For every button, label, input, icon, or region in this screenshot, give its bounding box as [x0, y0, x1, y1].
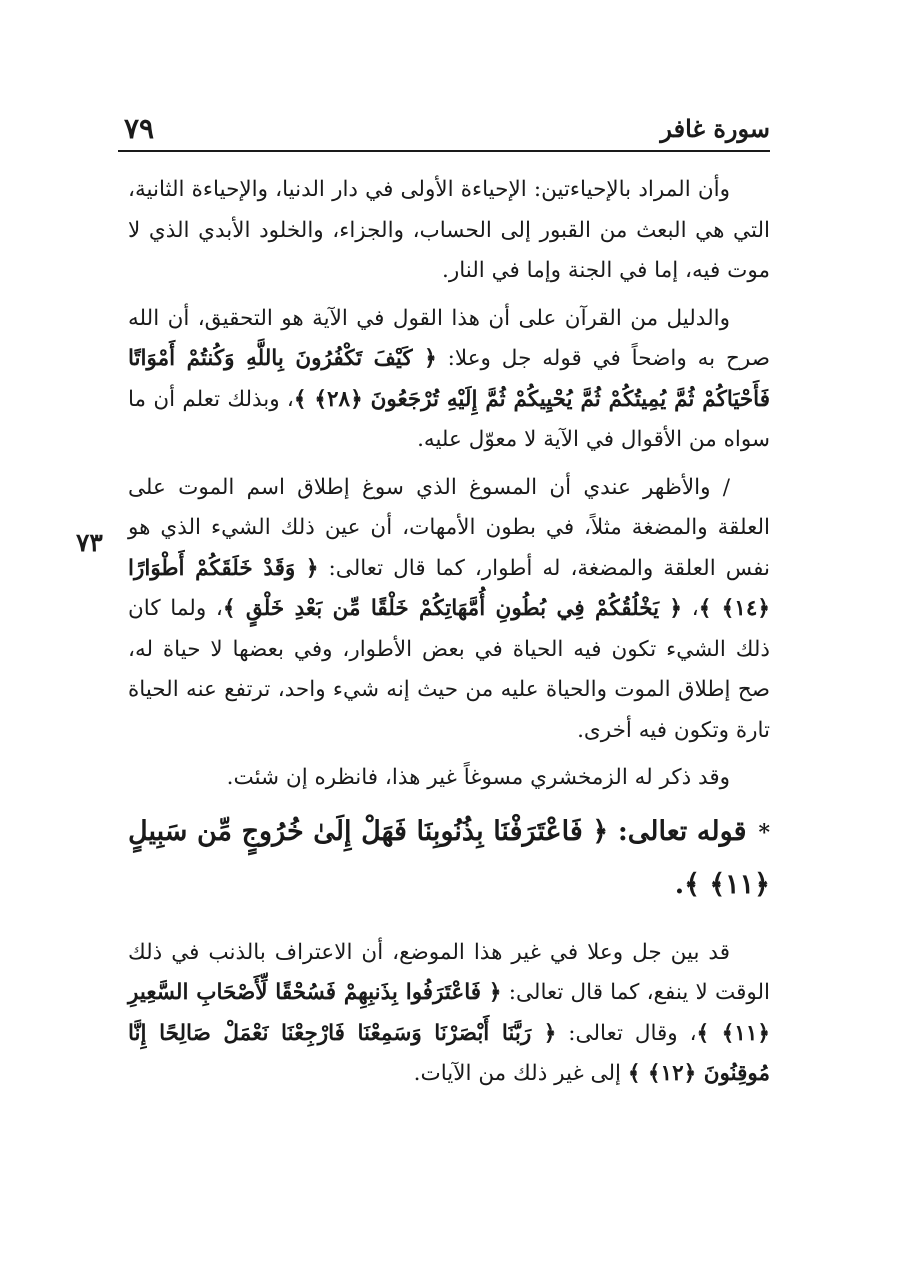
paragraph-evidence: [128, 299, 770, 461]
paragraph-atwar: [128, 468, 770, 752]
page-header: [118, 112, 770, 152]
verse-heading-label: قوله تعالى:: [608, 815, 747, 847]
paragraph-itiraf: [128, 933, 770, 1095]
paragraph-ihyaa: [128, 170, 770, 292]
paragraph-zamakhshari: [128, 758, 770, 799]
quran-quote: ﴿ يَخْلُقُكُمْ فِي بُطُونِ أُمَّهَاتِكُمْ خَلْقًا مِّن بَعْدِ خَلْقٍ ﴾: [222, 596, 683, 621]
paragraph-text: ، وقال تعالى:: [556, 1020, 697, 1046]
margin-page-marker: ٧٣: [76, 528, 103, 557]
verse-heading: [128, 806, 770, 911]
quran-quote: ﴿ فَاعْتَرَفُوا بِذَنبِهِمْ فَسُحْقًا لِّأَصْحَابِ السَّعِيرِ ﴿١١﴾ ﴾: [128, 980, 770, 1046]
paragraph-text: والدليل من القرآن على أن هذا القول في الآية هو التحقيق، أن الله صرح به واضحاً في قوله جل وعلا:: [128, 305, 770, 371]
quran-quote: ﴿ فَاعْتَرَفْنَا بِذُنُوبِنَا فَهَلْ إِلَىٰ خُرُوجٍ مِّن سَبِيلٍ ﴿١١﴾ ﴾: [128, 815, 770, 900]
surah-title: سورة غافر: [660, 114, 770, 143]
paragraph-text: وقد ذكر له الزمخشري مسوغاً غير هذا، فانظره إن شئت.: [226, 765, 730, 790]
page-body: [128, 170, 770, 1095]
quran-quote: ﴿ رَبَّنَا أَبْصَرْنَا وَسَمِعْنَا فَارْجِعْنَا نَعْمَلْ صَالِحًا إِنَّا مُوقِنُونَ ﴿١٢﴾ ﴾: [128, 1020, 770, 1086]
paragraph-text: ، وبذلك تعلم أن ما سواه من الأقوال في الآية لا معوّل عليه.: [128, 386, 770, 452]
paragraph-text: إلى غير ذلك من الآيات.: [413, 1061, 628, 1086]
paragraph-text: ، ولما كان ذلك الشيء تكون فيه الحياة في بعض الأطوار، وفي بعضها لا حياة له، صح إطلاق الموت والحياة عليه من حيث إنه شيء واحد، ترتفع عنه الحياة تارة وتكون فيه أخرى.: [128, 596, 770, 743]
page-number: ٧٩: [124, 112, 155, 145]
quran-quote: ﴿ كَيْفَ تَكْفُرُونَ بِاللَّهِ وَكُنتُمْ أَمْوَاتًا فَأَحْيَاكُمْ ثُمَّ يُمِيتُكُمْ ثُمَّ يُحْيِيكُمْ ثُمَّ إِلَيْهِ تُرْجَعُونَ ﴿٢٨﴾ ﴾: [128, 346, 770, 412]
paragraph-text: / والأظهر عندي أن المسوغ الذي سوغ إطلاق اسم الموت على العلقة والمضغة مثلاً، في بطون الأمهات، أن عين ذلك الشيء الذي هو نفس العلقة والمضغة، له أطوار، كما قال تعالى:: [128, 474, 770, 581]
quran-quote: ﴿ وَقَدْ خَلَقَكُمْ أَطْوَارًا ﴿١٤﴾ ﴾: [128, 555, 770, 621]
verse-heading-end: .: [674, 868, 685, 900]
paragraph-text: قد بين جل وعلا في غير هذا الموضع، أن الاعتراف بالذنب في ذلك الوقت لا ينفع، كما قال تعالى:: [128, 939, 770, 1005]
paragraph-text: ،: [682, 596, 699, 621]
star-marker: *: [758, 819, 770, 846]
paragraph-text: وأن المراد بالإحياءتين: الإحياءة الأولى في دار الدنيا، والإحياءة الثانية، التي هي البعث من القبور إلى الحساب، والجزاء، والخلود الأبدي الذي لا موت فيه، إما في الجنة وإما في النار.: [128, 177, 770, 283]
